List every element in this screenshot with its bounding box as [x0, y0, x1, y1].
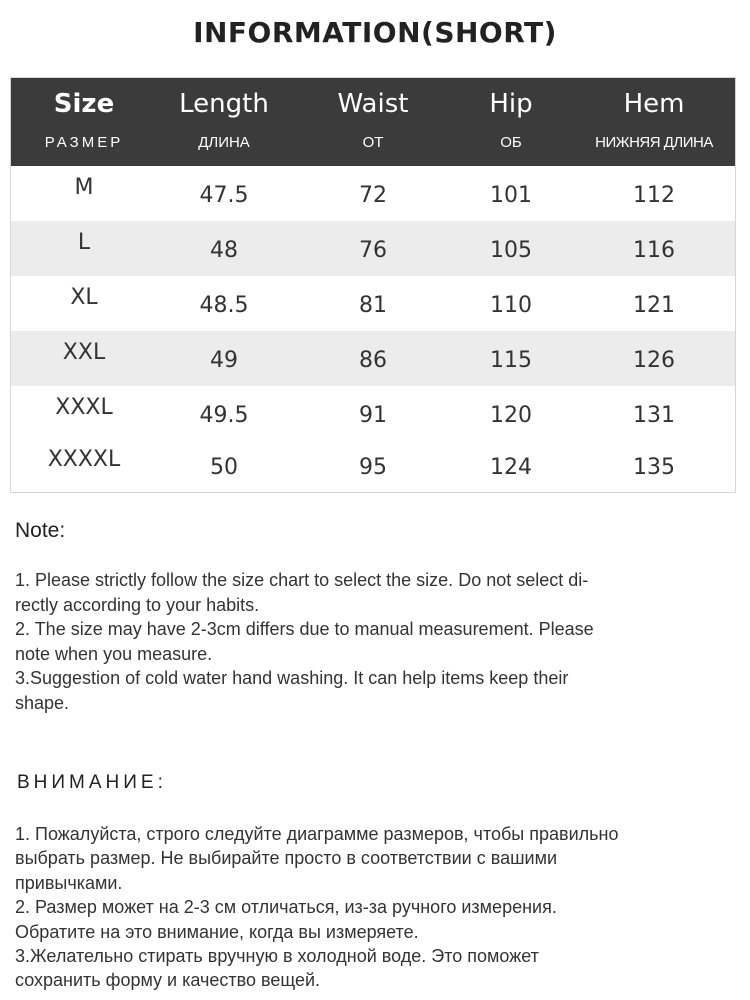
cell-size: XL	[70, 285, 98, 310]
ru-note-text	[15, 822, 740, 993]
cell-size: XXXL	[55, 395, 113, 420]
cell-hem: 112	[633, 183, 675, 208]
cell-waist: 72	[359, 183, 387, 208]
cell-hip: 101	[490, 183, 532, 208]
header-waist-ru: ОТ	[362, 134, 384, 151]
header-size	[11, 78, 157, 166]
ru-note-line: 3.Желательно стирать вручную в холодной воде. Это поможет	[15, 946, 539, 967]
table-row	[11, 331, 735, 386]
table-header	[11, 78, 735, 166]
header-length	[157, 78, 291, 166]
note-line: rectly according to your habits.	[15, 594, 260, 615]
header-hem-en: Hem	[623, 89, 685, 119]
cell-waist: 86	[359, 348, 387, 373]
ru-note-heading: ВНИМАНИЕ:	[17, 772, 167, 793]
header-hip-en: Hip	[489, 89, 533, 119]
ru-note-line: привычками.	[15, 872, 123, 893]
cell-length: 49	[210, 348, 238, 373]
cell-hem: 121	[633, 293, 675, 318]
header-hip	[447, 78, 575, 166]
header-hem-ru: НИЖНЯЯ ДЛИНА	[595, 134, 713, 151]
cell-hem: 131	[633, 403, 675, 428]
table-row	[11, 221, 735, 276]
header-size-en: Size	[53, 89, 115, 119]
cell-hip: 124	[490, 455, 532, 480]
header-length-ru: ДЛИНА	[198, 134, 250, 151]
cell-waist: 91	[359, 403, 387, 428]
cell-size: L	[77, 230, 91, 255]
ru-note-line: Обратите на это внимание, когда вы измеряете.	[15, 921, 419, 942]
note-line: shape.	[15, 692, 70, 713]
cell-hem: 135	[633, 455, 675, 480]
cell-length: 47.5	[199, 183, 249, 208]
cell-hip: 110	[490, 293, 532, 318]
cell-length: 50	[210, 455, 238, 480]
note-line: 3.Suggestion of cold water hand washing. It can help items keep their	[15, 668, 569, 688]
ru-note-line: выбрать размер. Не выбирайте просто в соответствии с вашими	[15, 848, 558, 869]
ru-note-line: 2. Размер может на 2-3 см отличаться, из-за ручного измерения.	[15, 897, 557, 918]
header-hip-ru: ОБ	[500, 134, 522, 151]
cell-hem: 126	[633, 348, 675, 373]
cell-hip: 105	[490, 238, 532, 263]
page-title: INFORMATION(SHORT)	[193, 16, 557, 49]
note-text	[15, 568, 735, 715]
header-length-en: Length	[179, 89, 269, 119]
header-size-ru: РАЗМЕР	[44, 134, 124, 151]
header-waist-en: Waist	[337, 89, 409, 119]
cell-hip: 120	[490, 403, 532, 428]
note-line: note when you measure.	[15, 643, 213, 664]
note-line: 1. Please strictly follow the size chart to select the size. Do not select di-	[15, 570, 589, 590]
cell-hem: 116	[633, 238, 675, 263]
cell-length: 48	[210, 238, 238, 263]
cell-waist: 76	[359, 238, 387, 263]
cell-size: XXL	[62, 340, 106, 365]
cell-hip: 115	[490, 348, 532, 373]
header-waist	[301, 78, 445, 166]
note-line: 2. The size may have 2-3cm differs due to manual measurement. Please	[15, 619, 594, 639]
header-hem	[579, 78, 729, 166]
cell-length: 49.5	[199, 403, 249, 428]
table-row	[11, 166, 735, 221]
table-row	[11, 438, 735, 493]
cell-waist: 95	[359, 455, 387, 480]
table-row	[11, 386, 735, 441]
ru-note-line: 1. Пожалуйста, строго следуйте диаграмме размеров, чтобы правильно	[15, 824, 619, 844]
size-chart-table	[10, 77, 736, 493]
cell-size: XXXXL	[47, 447, 121, 472]
table-row	[11, 276, 735, 331]
ru-note-line: сохранить форму и качество вещей.	[15, 970, 321, 991]
cell-length: 48.5	[199, 293, 249, 318]
cell-size: M	[74, 175, 94, 200]
note-heading: Note:	[15, 519, 66, 542]
cell-waist: 81	[359, 293, 387, 318]
